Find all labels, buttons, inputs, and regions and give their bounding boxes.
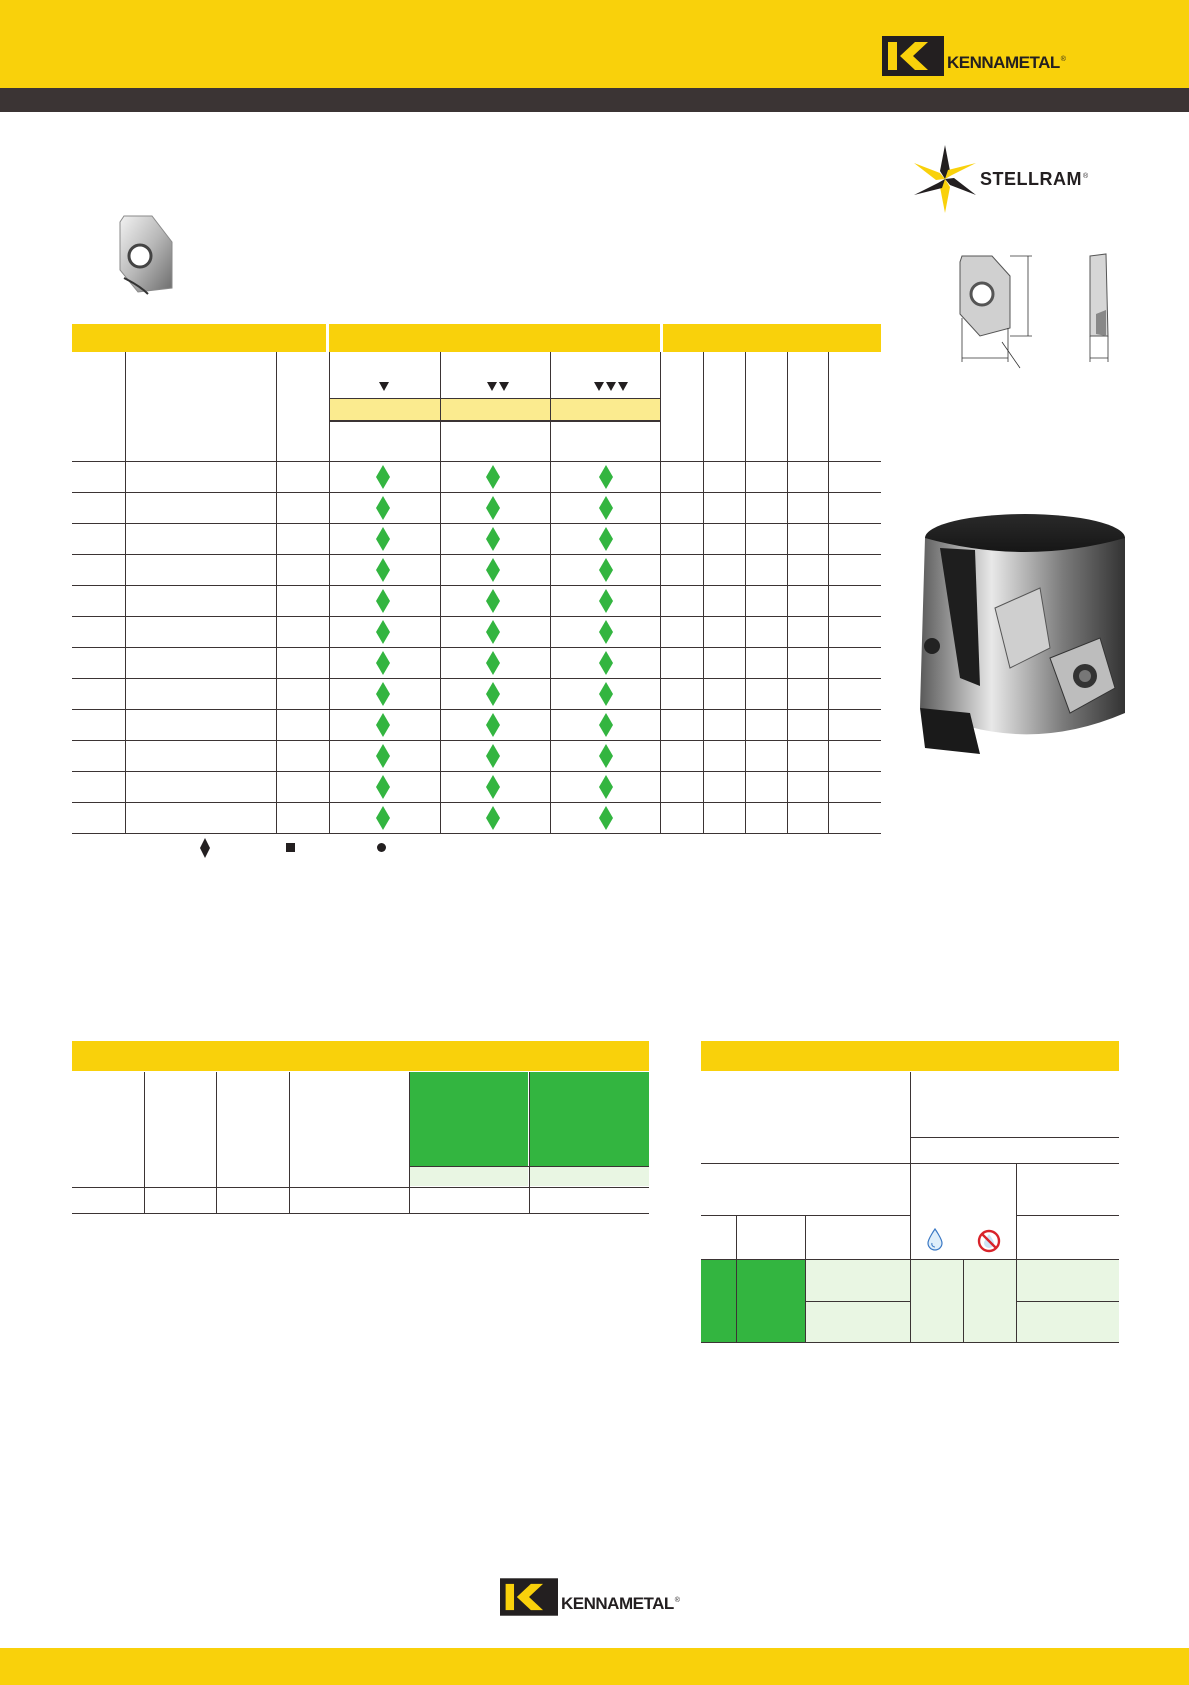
kennametal-footer-logo[interactable] — [500, 1578, 679, 1616]
no-coolant-icon — [977, 1229, 1001, 1253]
table-row-line — [72, 585, 881, 586]
coolant-header-bar — [701, 1041, 1119, 1071]
insert-photo — [118, 212, 178, 296]
kennametal-logo-icon — [500, 1578, 558, 1616]
application-diamond-icon — [376, 558, 390, 582]
cutting-data-lightgreen-col-2 — [530, 1166, 649, 1186]
application-diamond-icon — [599, 527, 613, 551]
application-diamond-icon — [486, 806, 500, 830]
table-column-line — [440, 352, 441, 833]
stellram-star-icon — [914, 145, 976, 213]
table-header-bar-designation — [72, 324, 326, 352]
table-row-line — [72, 771, 881, 772]
right-table-column-line — [963, 1259, 964, 1342]
left-table-column-line — [216, 1072, 217, 1213]
application-diamond-icon — [486, 589, 500, 613]
application-diamond-icon — [486, 465, 500, 489]
table-column-line — [787, 352, 788, 833]
application-diamond-icon — [599, 496, 613, 520]
application-diamond-icon — [486, 527, 500, 551]
application-diamond-icon — [376, 496, 390, 520]
header-brand-name: KENNAMETAL — [947, 53, 1060, 72]
table-row-line — [72, 833, 881, 834]
application-diamond-icon — [486, 775, 500, 799]
cutting-data-green-col-2 — [530, 1072, 649, 1166]
table-column-line — [125, 352, 126, 833]
table-column-line — [550, 352, 551, 833]
right-table-column-line — [736, 1215, 737, 1342]
header-dark-stripe — [0, 88, 1189, 112]
stellram-trademark: ® — [1083, 172, 1089, 180]
level-3-triangles — [593, 378, 629, 396]
table-row-line — [72, 678, 881, 679]
application-diamond-icon — [486, 558, 500, 582]
left-table-line — [72, 1187, 649, 1188]
table-column-line — [828, 352, 829, 833]
insert-drawing — [950, 248, 1120, 370]
application-diamond-icon — [376, 713, 390, 737]
table-row-line — [72, 647, 881, 648]
table-row-line — [72, 523, 881, 524]
application-diamond-icon — [486, 651, 500, 675]
table-row-line — [72, 492, 881, 493]
application-diamond-icon — [599, 620, 613, 644]
right-table-line — [1016, 1215, 1119, 1216]
coolant-lightgreen-cell-3 — [964, 1260, 1016, 1342]
level-1-triangles — [378, 378, 390, 396]
application-diamond-icon — [376, 465, 390, 489]
right-table-column-line — [1016, 1163, 1017, 1342]
application-diamond-icon — [599, 775, 613, 799]
left-table-line — [72, 1213, 649, 1214]
cutting-data-header-bar — [72, 1041, 649, 1071]
application-diamond-icon — [599, 589, 613, 613]
coolant-lightgreen-cell-2 — [911, 1260, 963, 1342]
cutting-data-lightgreen-col-1 — [410, 1166, 528, 1186]
table-row-line — [72, 802, 881, 803]
coolant-green-cell-2 — [737, 1260, 805, 1342]
application-diamond-icon — [486, 713, 500, 737]
right-table-line — [805, 1301, 910, 1302]
table-column-line — [660, 352, 661, 833]
footer-trademark: ® — [674, 1597, 680, 1605]
left-table-column-line — [289, 1072, 290, 1213]
cutting-data-green-col-1 — [410, 1072, 528, 1166]
application-diamond-icon — [599, 682, 613, 706]
application-diamond-icon — [486, 682, 500, 706]
kennametal-header-logo[interactable] — [882, 36, 1065, 76]
stellram-logo — [914, 145, 1089, 213]
table-column-line — [745, 352, 746, 833]
application-diamond-icon — [486, 620, 500, 644]
header-trademark: ® — [1060, 56, 1066, 64]
footer-brand-name: KENNAMETAL — [561, 1594, 674, 1613]
left-table-column-line — [144, 1072, 145, 1213]
application-diamond-icon — [376, 651, 390, 675]
application-diamond-icon — [599, 465, 613, 489]
square-marker-icon — [286, 843, 295, 852]
right-table-line — [1016, 1301, 1119, 1302]
table-column-line — [703, 352, 704, 833]
stellram-brand-name: STELLRAM — [980, 168, 1082, 189]
left-table-column-line — [529, 1072, 530, 1213]
header-sub-line — [329, 420, 660, 421]
kennametal-logo-icon — [882, 36, 944, 76]
application-diamond-icon — [376, 620, 390, 644]
table-row-line — [72, 461, 881, 462]
right-table-column-line — [910, 1072, 911, 1342]
application-diamond-icon — [376, 775, 390, 799]
application-diamond-icon — [376, 682, 390, 706]
table-row-line — [72, 554, 881, 555]
application-diamond-icon — [599, 558, 613, 582]
table-column-line — [276, 352, 277, 833]
table-header-bar-application — [329, 324, 660, 352]
cutter-photo — [900, 508, 1138, 758]
application-diamond-icon — [376, 744, 390, 768]
coolant-drop-icon — [926, 1228, 944, 1252]
table-row-line — [72, 616, 881, 617]
level-2-triangles — [486, 378, 510, 396]
right-table-line — [701, 1342, 1119, 1343]
table-header-bar-dimensions — [663, 324, 881, 352]
table-row-line — [72, 740, 881, 741]
right-table-line — [910, 1137, 1119, 1138]
left-table-column-line — [409, 1072, 410, 1213]
coolant-green-cell-1 — [701, 1260, 736, 1342]
footer-band — [0, 1648, 1189, 1685]
application-diamond-icon — [376, 589, 390, 613]
application-diamond-icon — [486, 496, 500, 520]
table-row-line — [72, 709, 881, 710]
grade-highlight-row — [329, 398, 660, 422]
table-column-line — [329, 352, 330, 833]
dot-marker-icon — [377, 843, 386, 852]
application-diamond-icon — [599, 744, 613, 768]
application-diamond-icon — [599, 713, 613, 737]
diamond-marker-icon — [200, 838, 210, 858]
application-diamond-icon — [599, 651, 613, 675]
application-diamond-icon — [376, 806, 390, 830]
right-table-column-line — [805, 1215, 806, 1342]
application-diamond-icon — [376, 527, 390, 551]
application-diamond-icon — [599, 806, 613, 830]
application-diamond-icon — [486, 744, 500, 768]
